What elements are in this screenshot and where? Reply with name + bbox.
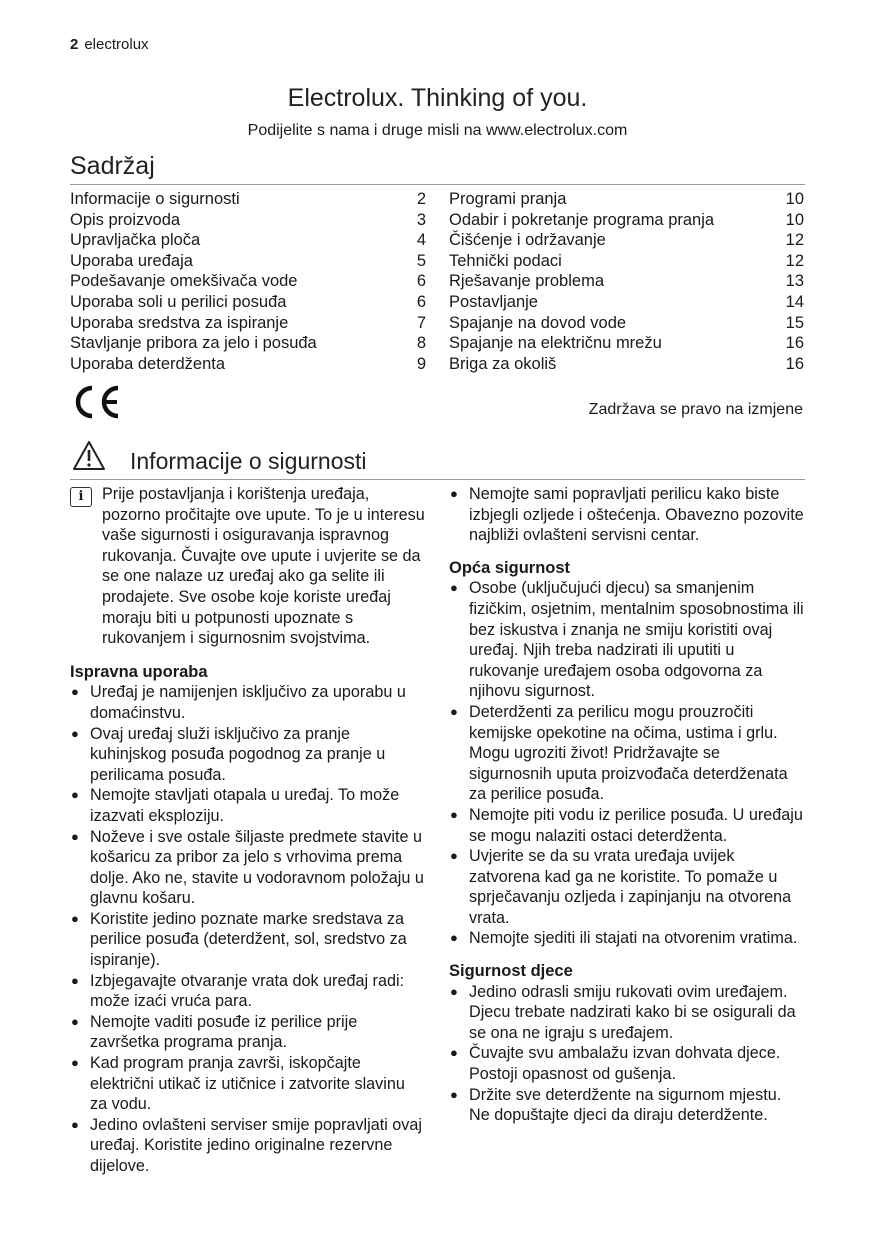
list-item: ● Deterdženti za perilicu mogu prouzročiti kemijske opekotine na očima, ustima i grlu. Mogu ugroziti život! Pridržavajte se sigurnosnih uputa proizvođača deterdženata za perilice posuđa. xyxy=(449,702,805,805)
general-safety-list xyxy=(449,578,805,949)
section-title: Informacije o sigurnosti xyxy=(130,448,367,474)
toc-entry-page: 13 xyxy=(785,272,804,291)
toc-entry-label: Uporaba deterdženta xyxy=(70,354,226,373)
repair-list xyxy=(449,484,805,546)
share-line: Podijelite s nama i druge misli na www.electrolux.com xyxy=(247,122,628,139)
toc-entry-page: 4 xyxy=(416,231,426,250)
page-header xyxy=(70,36,149,53)
toc-entry-label: Uporaba uređaja xyxy=(70,251,193,270)
general-safety-heading: Opća sigurnost xyxy=(449,558,571,577)
contents-divider xyxy=(70,184,805,185)
toc-entry xyxy=(70,292,426,313)
contents-title: Sadržaj xyxy=(70,152,155,180)
toc-entry-page: 10 xyxy=(785,190,804,208)
toc-entry-page: 12 xyxy=(785,231,804,250)
list-item: ● Nemojte vaditi posuđe iz perilice prije završetka programa pranja. xyxy=(70,1012,426,1053)
toc-entry-page: 16 xyxy=(785,354,804,373)
toc-entry xyxy=(70,210,426,231)
ce-mark-icon xyxy=(70,384,122,420)
toc-entry xyxy=(449,354,804,375)
toc-entry-page: 6 xyxy=(416,272,426,291)
toc-entry xyxy=(449,313,804,334)
toc-entry xyxy=(70,271,426,292)
list-item: ● Kad program pranja završi, iskopčajte električni utikač iz utičnice i zatvorite slavinu za vodu. xyxy=(70,1053,426,1115)
list-item: ● Izbjegavajte otvaranje vrata dok uređaj radi: može izaći vruća para. xyxy=(70,971,426,1012)
toc-entry xyxy=(449,210,804,231)
toc-entry-label: Spajanje na dovod vode xyxy=(449,313,627,332)
section-divider xyxy=(70,479,805,480)
toc-entry xyxy=(449,189,804,210)
toc-entry-page: 7 xyxy=(416,313,426,332)
toc-entry-label: Podešavanje omekšivača vode xyxy=(70,272,298,291)
list-item: ● Koristite jedino poznate marke sredstava za perilice posuđa (deterdžent, sol, sredstvo za ispiranje). xyxy=(70,909,426,971)
list-item: ● Jedino ovlašteni serviser smije popravljati ovaj uređaj. Koristite jedino originalne rezervne dijelove. xyxy=(70,1115,426,1177)
info-icon: i xyxy=(70,487,92,507)
proper-use-heading: Ispravna uporaba xyxy=(70,662,208,681)
toc-entry-page: 14 xyxy=(785,292,804,311)
list-item: ● Nemojte piti vodu iz perilice posuđa. U uređaju se mogu nalaziti ostaci deterdženta. xyxy=(449,805,805,846)
toc-entry-page: 10 xyxy=(785,210,804,229)
toc-entry xyxy=(70,230,426,251)
toc-entry-label: Stavljanje pribora za jelo i posuđa xyxy=(70,334,317,353)
toc-entry-page: 12 xyxy=(785,251,804,270)
toc-right-column xyxy=(449,189,804,374)
toc-entry-label: Čišćenje i održavanje xyxy=(449,231,606,250)
toc-entry xyxy=(70,313,426,334)
info-note xyxy=(70,484,426,649)
child-safety-list xyxy=(449,982,805,1126)
proper-use-list xyxy=(70,682,426,1176)
toc-left-column xyxy=(70,189,426,374)
list-item: ● Uređaj je namijenjen isključivo za uporabu u domaćinstvu. xyxy=(70,682,426,723)
child-safety-heading: Sigurnost djece xyxy=(449,962,573,981)
toc-entry xyxy=(449,230,804,251)
toc-entry-label: Tehnički podaci xyxy=(449,251,562,270)
toc-entry-page: 9 xyxy=(416,354,426,373)
tagline: Electrolux. Thinking of you. xyxy=(287,84,588,112)
toc-entry xyxy=(449,333,804,354)
toc-entry-label: Briga za okoliš xyxy=(449,354,557,373)
toc-entry xyxy=(449,251,804,272)
toc-entry-label: Odabir i pokretanje programa pranja xyxy=(449,210,715,229)
toc-entry-label: Uporaba soli u perilici posuđa xyxy=(70,292,287,311)
toc-entry-page: 3 xyxy=(416,210,426,229)
toc-entry-label: Postavljanje xyxy=(449,292,538,311)
page-number: 2 xyxy=(70,36,79,53)
list-item: ● Čuvajte svu ambalažu izvan dohvata djece. Postoji opasnost od gušenja. xyxy=(449,1043,805,1084)
list-item: ● Jedino odrasli smiju rukovati ovim uređajem. Djecu trebate nadzirati kako bi se osigurali da se ona ne igraju s uređajem. xyxy=(449,982,805,1044)
toc-entry xyxy=(70,251,426,272)
toc-entry-page: 5 xyxy=(416,251,426,270)
toc-entry-label: Spajanje na električnu mrežu xyxy=(449,334,662,353)
toc-entry-page: 6 xyxy=(416,292,426,311)
toc-entry xyxy=(70,333,426,354)
list-item: ● Držite sve deterdžente na sigurnom mjestu. Ne dopuštajte djeci da diraju deterdžente. xyxy=(449,1085,805,1126)
list-item: ● Nemojte sjediti ili stajati na otvorenim vratima. xyxy=(449,928,805,949)
toc-entry xyxy=(70,189,426,210)
toc-entry-page: 16 xyxy=(785,334,804,353)
right-column xyxy=(449,484,805,1126)
list-item: ● Nemojte sami popravljati perilicu kako biste izbjegli ozljede i oštećenja. Obavezno pozovite najbliži ovlašteni servisni centar. xyxy=(449,484,805,546)
toc-entry-page: 8 xyxy=(416,334,426,353)
intro-text: Prije postavljanja i korištenja uređaja, pozorno pročitajte ove upute. To je u interesu vaše sigurnosti i osiguravanja ispravnog rukovanja. Čuvajte ove upute i uvjerite se da se one nalaze uz uređaj ako ga selite ili prodajete. Sve osobe koje koriste uređaj moraju biti u potpunosti upoznate s rukovanjem i sigurnosnim svojstvima. xyxy=(102,485,425,648)
left-column xyxy=(70,484,426,1177)
list-item: ● Noževe i sve ostale šiljaste predmete stavite u košaricu za pribor za jelo s vrhovima prema dolje. Ako ne, stavite u vodoravnom položaju u glavnu košaru. xyxy=(70,827,426,909)
warning-icon xyxy=(72,440,106,472)
toc-entry-label: Rješavanje problema xyxy=(449,272,605,291)
toc-entry xyxy=(70,354,426,375)
toc-entry-label: Informacije o sigurnosti xyxy=(70,190,240,208)
toc-entry-label: Opis proizvoda xyxy=(70,210,181,229)
list-item: ● Uvjerite se da su vrata uređaja uvijek zatvorena kad ga ne koristite. To pomaže u sprječavanju ozljeda i zapinjanju na otvorena vrata. xyxy=(449,846,805,928)
toc-entry-page: 15 xyxy=(785,313,804,332)
toc-entry-page: 2 xyxy=(416,190,426,208)
brand-name: electrolux xyxy=(84,36,149,53)
list-item: ● Nemojte stavljati otapala u uređaj. To može izazvati eksploziju. xyxy=(70,785,426,826)
rights-note: Zadržava se pravo na izmjene xyxy=(588,401,803,418)
toc-entry-label: Uporaba sredstva za ispiranje xyxy=(70,313,289,332)
list-item: ● Osobe (uključujući djecu) sa smanjenim fizičkim, osjetnim, mentalnim sposobnostima ili bez iskustva i znanja ne smiju koristiti ovaj uređaj. Njih treba nadzirati ili uputiti u rukovanje uređajem osoba odgovorna za njihovu sigurnost. xyxy=(449,578,805,702)
list-item: ● Ovaj uređaj služi isključivo za pranje kuhinjskog posuđa pogodnog za pranje u perilicama posuđa. xyxy=(70,724,426,786)
toc-entry xyxy=(449,271,804,292)
toc-entry-label: Programi pranja xyxy=(449,190,567,208)
toc-entry-label: Upravljačka ploča xyxy=(70,231,201,250)
toc-entry xyxy=(449,292,804,313)
